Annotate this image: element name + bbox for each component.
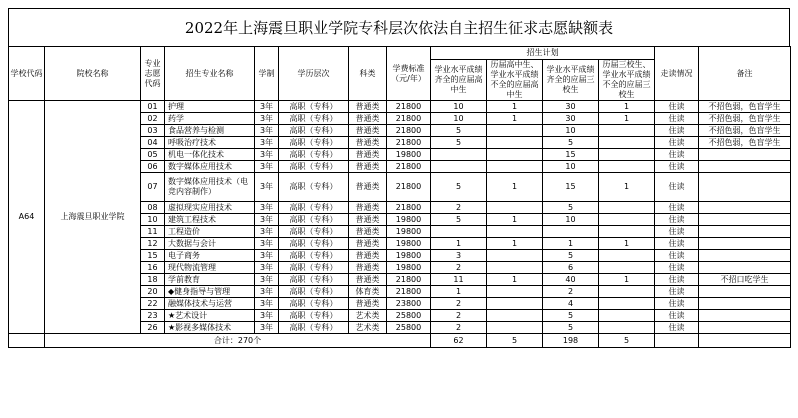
total-plan-1: 62 bbox=[431, 334, 487, 348]
total-row bbox=[9, 334, 791, 348]
remark-cell bbox=[699, 298, 791, 310]
level-cell: 高职（专科） bbox=[279, 149, 349, 161]
years-cell: 3年 bbox=[255, 226, 279, 238]
years-cell: 3年 bbox=[255, 202, 279, 214]
years-cell: 3年 bbox=[255, 173, 279, 202]
years-cell: 3年 bbox=[255, 274, 279, 286]
header-major-code: 专业志愿代码 bbox=[141, 47, 165, 101]
plan-1-cell: 10 bbox=[431, 101, 487, 113]
plan-4-cell bbox=[599, 161, 655, 173]
plan-4-cell bbox=[599, 250, 655, 262]
plan-4-cell: 1 bbox=[599, 101, 655, 113]
remark-cell bbox=[699, 226, 791, 238]
plan-2-cell: 1 bbox=[487, 101, 543, 113]
category-cell: 体育类 bbox=[349, 286, 387, 298]
header-plan-1: 学业水平成绩齐全的应届高中生 bbox=[431, 60, 487, 101]
category-cell: 艺术类 bbox=[349, 310, 387, 322]
major-name-cell: ◆健身指导与管理 bbox=[165, 286, 255, 298]
plan-3-cell: 10 bbox=[543, 214, 599, 226]
residence-cell: 住读 bbox=[655, 101, 699, 113]
major-code-cell: 18 bbox=[141, 274, 165, 286]
category-cell: 普通类 bbox=[349, 173, 387, 202]
header-residence: 走读情况 bbox=[655, 47, 699, 101]
remark-cell bbox=[699, 149, 791, 161]
plan-4-cell bbox=[599, 125, 655, 137]
years-cell: 3年 bbox=[255, 322, 279, 334]
tuition-cell: 23800 bbox=[387, 298, 431, 310]
remark-cell: 不招色弱，色盲学生 bbox=[699, 125, 791, 137]
tuition-cell: 21800 bbox=[387, 101, 431, 113]
tuition-cell: 19800 bbox=[387, 238, 431, 250]
category-cell: 普通类 bbox=[349, 149, 387, 161]
major-name-cell: 药学 bbox=[165, 113, 255, 125]
plan-1-cell: 10 bbox=[431, 113, 487, 125]
plan-2-cell bbox=[487, 125, 543, 137]
major-code-cell: 03 bbox=[141, 125, 165, 137]
category-cell: 普通类 bbox=[349, 214, 387, 226]
level-cell: 高职（专科） bbox=[279, 238, 349, 250]
plan-3-cell: 4 bbox=[543, 298, 599, 310]
years-cell: 3年 bbox=[255, 250, 279, 262]
total-plan-3: 198 bbox=[543, 334, 599, 348]
years-cell: 3年 bbox=[255, 310, 279, 322]
level-cell: 高职（专科） bbox=[279, 101, 349, 113]
header-plan-3: 学业水平成绩齐全的应届三校生 bbox=[543, 60, 599, 101]
level-cell: 高职（专科） bbox=[279, 262, 349, 274]
plan-1-cell: 2 bbox=[431, 202, 487, 214]
header-school-code: 学校代码 bbox=[9, 47, 45, 101]
major-code-cell: 26 bbox=[141, 322, 165, 334]
header-plan-4: 历届三校生、学业水平成绩不全的应届三校生 bbox=[599, 60, 655, 101]
header-category: 科类 bbox=[349, 47, 387, 101]
level-cell: 高职（专科） bbox=[279, 214, 349, 226]
total-label: 合计：270个 bbox=[45, 334, 431, 348]
tuition-cell: 21800 bbox=[387, 125, 431, 137]
remark-cell bbox=[699, 286, 791, 298]
level-cell: 高职（专科） bbox=[279, 322, 349, 334]
tuition-cell: 19800 bbox=[387, 149, 431, 161]
plan-4-cell bbox=[599, 286, 655, 298]
remark-cell bbox=[699, 161, 791, 173]
major-name-cell: 工程造价 bbox=[165, 226, 255, 238]
header-plan-2: 历届高中生、学业水平成绩不全的应届高中生 bbox=[487, 60, 543, 101]
plan-1-cell: 2 bbox=[431, 322, 487, 334]
years-cell: 3年 bbox=[255, 262, 279, 274]
level-cell: 高职（专科） bbox=[279, 274, 349, 286]
plan-3-cell: 10 bbox=[543, 125, 599, 137]
category-cell: 普通类 bbox=[349, 226, 387, 238]
major-code-cell: 22 bbox=[141, 298, 165, 310]
years-cell: 3年 bbox=[255, 149, 279, 161]
plan-3-cell: 15 bbox=[543, 173, 599, 202]
total-remark-blank bbox=[699, 334, 791, 348]
tuition-cell: 25800 bbox=[387, 322, 431, 334]
remark-cell bbox=[699, 262, 791, 274]
plan-2-cell bbox=[487, 137, 543, 149]
plan-4-cell: 1 bbox=[599, 113, 655, 125]
major-name-cell: 呼吸治疗技术 bbox=[165, 137, 255, 149]
years-cell: 3年 bbox=[255, 125, 279, 137]
category-cell: 普通类 bbox=[349, 113, 387, 125]
plan-1-cell: 2 bbox=[431, 310, 487, 322]
category-cell: 普通类 bbox=[349, 250, 387, 262]
remark-cell: 不招色弱，色盲学生 bbox=[699, 137, 791, 149]
major-code-cell: 04 bbox=[141, 137, 165, 149]
plan-4-cell: 1 bbox=[599, 274, 655, 286]
major-name-cell: 融媒体技术与运营 bbox=[165, 298, 255, 310]
header-school-name: 院校名称 bbox=[45, 47, 141, 101]
level-cell: 高职（专科） bbox=[279, 125, 349, 137]
residence-cell: 住读 bbox=[655, 137, 699, 149]
level-cell: 高职（专科） bbox=[279, 226, 349, 238]
residence-cell: 住读 bbox=[655, 149, 699, 161]
level-cell: 高职（专科） bbox=[279, 161, 349, 173]
plan-1-cell: 5 bbox=[431, 173, 487, 202]
level-cell: 高职（专科） bbox=[279, 202, 349, 214]
years-cell: 3年 bbox=[255, 161, 279, 173]
residence-cell: 住读 bbox=[655, 322, 699, 334]
plan-3-cell: 5 bbox=[543, 202, 599, 214]
remark-cell: 不招色弱，色盲学生 bbox=[699, 113, 791, 125]
plan-2-cell: 1 bbox=[487, 238, 543, 250]
remark-cell bbox=[699, 250, 791, 262]
plan-1-cell bbox=[431, 149, 487, 161]
major-name-cell: 机电一体化技术 bbox=[165, 149, 255, 161]
remark-cell bbox=[699, 202, 791, 214]
major-code-cell: 12 bbox=[141, 238, 165, 250]
plan-2-cell: 1 bbox=[487, 113, 543, 125]
tuition-cell: 21800 bbox=[387, 137, 431, 149]
major-name-cell: 电子商务 bbox=[165, 250, 255, 262]
plan-4-cell bbox=[599, 202, 655, 214]
major-code-cell: 20 bbox=[141, 286, 165, 298]
plan-3-cell: 30 bbox=[543, 101, 599, 113]
plan-3-cell: 2 bbox=[543, 286, 599, 298]
header-level: 学历层次 bbox=[279, 47, 349, 101]
plan-4-cell bbox=[599, 214, 655, 226]
major-code-cell: 01 bbox=[141, 101, 165, 113]
plan-1-cell bbox=[431, 161, 487, 173]
plan-4-cell bbox=[599, 262, 655, 274]
years-cell: 3年 bbox=[255, 214, 279, 226]
plan-3-cell: 30 bbox=[543, 113, 599, 125]
major-code-cell: 07 bbox=[141, 173, 165, 202]
tuition-cell: 19800 bbox=[387, 262, 431, 274]
remark-cell bbox=[699, 238, 791, 250]
category-cell: 普通类 bbox=[349, 298, 387, 310]
major-name-cell: 虚拟现实应用技术 bbox=[165, 202, 255, 214]
major-code-cell: 16 bbox=[141, 262, 165, 274]
remark-cell: 不招色弱，色盲学生 bbox=[699, 101, 791, 113]
major-code-cell: 06 bbox=[141, 161, 165, 173]
table-body bbox=[9, 101, 791, 348]
major-name-cell: 食品营养与检测 bbox=[165, 125, 255, 137]
header-major-name: 招生专业名称 bbox=[165, 47, 255, 101]
major-name-cell: 大数据与会计 bbox=[165, 238, 255, 250]
plan-2-cell bbox=[487, 202, 543, 214]
tuition-cell: 19800 bbox=[387, 226, 431, 238]
residence-cell: 住读 bbox=[655, 202, 699, 214]
years-cell: 3年 bbox=[255, 238, 279, 250]
plan-3-cell: 5 bbox=[543, 137, 599, 149]
level-cell: 高职（专科） bbox=[279, 310, 349, 322]
major-code-cell: 08 bbox=[141, 202, 165, 214]
tuition-cell: 19800 bbox=[387, 250, 431, 262]
plan-2-cell bbox=[487, 149, 543, 161]
major-code-cell: 23 bbox=[141, 310, 165, 322]
residence-cell: 住读 bbox=[655, 262, 699, 274]
major-name-cell: ★影视多媒体技术 bbox=[165, 322, 255, 334]
plan-3-cell: 5 bbox=[543, 250, 599, 262]
tuition-cell: 21800 bbox=[387, 173, 431, 202]
remark-cell bbox=[699, 214, 791, 226]
remark-cell: 不招口吃学生 bbox=[699, 274, 791, 286]
major-name-cell: 数字媒体应用技术 bbox=[165, 161, 255, 173]
years-cell: 3年 bbox=[255, 113, 279, 125]
level-cell: 高职（专科） bbox=[279, 250, 349, 262]
plan-3-cell: 10 bbox=[543, 161, 599, 173]
header-years: 学制 bbox=[255, 47, 279, 101]
quota-table bbox=[8, 46, 791, 348]
plan-2-cell bbox=[487, 161, 543, 173]
header-plan-group: 招生计划 bbox=[431, 47, 655, 60]
category-cell: 普通类 bbox=[349, 161, 387, 173]
level-cell: 高职（专科） bbox=[279, 113, 349, 125]
plan-2-cell bbox=[487, 226, 543, 238]
plan-1-cell: 2 bbox=[431, 262, 487, 274]
tuition-cell: 21800 bbox=[387, 202, 431, 214]
residence-cell: 住读 bbox=[655, 113, 699, 125]
tuition-cell: 21800 bbox=[387, 113, 431, 125]
level-cell: 高职（专科） bbox=[279, 173, 349, 202]
remark-cell bbox=[699, 310, 791, 322]
major-name-cell: 学前教育 bbox=[165, 274, 255, 286]
major-name-cell: 护理 bbox=[165, 101, 255, 113]
plan-2-cell bbox=[487, 286, 543, 298]
years-cell: 3年 bbox=[255, 298, 279, 310]
page-title: 2022年上海震旦职业学院专科层次依法自主招生征求志愿缺额表 bbox=[8, 8, 790, 46]
plan-1-cell: 5 bbox=[431, 137, 487, 149]
level-cell: 高职（专科） bbox=[279, 298, 349, 310]
tuition-cell: 21800 bbox=[387, 161, 431, 173]
plan-4-cell: 1 bbox=[599, 238, 655, 250]
residence-cell: 住读 bbox=[655, 298, 699, 310]
major-code-cell: 10 bbox=[141, 214, 165, 226]
category-cell: 普通类 bbox=[349, 101, 387, 113]
tuition-cell: 21800 bbox=[387, 274, 431, 286]
residence-cell: 住读 bbox=[655, 286, 699, 298]
tuition-cell: 21800 bbox=[387, 286, 431, 298]
plan-3-cell: 15 bbox=[543, 149, 599, 161]
plan-2-cell: 1 bbox=[487, 274, 543, 286]
major-code-cell: 15 bbox=[141, 250, 165, 262]
plan-2-cell: 1 bbox=[487, 214, 543, 226]
plan-1-cell: 5 bbox=[431, 125, 487, 137]
residence-cell: 住读 bbox=[655, 125, 699, 137]
plan-2-cell bbox=[487, 310, 543, 322]
total-plan-4: 5 bbox=[599, 334, 655, 348]
plan-2-cell bbox=[487, 322, 543, 334]
total-plan-2: 5 bbox=[487, 334, 543, 348]
major-name-cell: 数字媒体应用技术（电竞内容制作） bbox=[165, 173, 255, 202]
school-code-cell: A64 bbox=[9, 101, 45, 334]
remark-cell bbox=[699, 173, 791, 202]
plan-2-cell bbox=[487, 298, 543, 310]
plan-4-cell bbox=[599, 149, 655, 161]
plan-1-cell: 5 bbox=[431, 214, 487, 226]
residence-cell: 住读 bbox=[655, 173, 699, 202]
plan-1-cell: 1 bbox=[431, 238, 487, 250]
residence-cell: 住读 bbox=[655, 161, 699, 173]
plan-4-cell: 1 bbox=[599, 173, 655, 202]
level-cell: 高职（专科） bbox=[279, 286, 349, 298]
category-cell: 普通类 bbox=[349, 202, 387, 214]
plan-4-cell bbox=[599, 226, 655, 238]
years-cell: 3年 bbox=[255, 137, 279, 149]
header-remarks: 备注 bbox=[699, 47, 791, 101]
total-residence-blank bbox=[655, 334, 699, 348]
plan-4-cell bbox=[599, 137, 655, 149]
plan-2-cell: 1 bbox=[487, 173, 543, 202]
level-cell: 高职（专科） bbox=[279, 137, 349, 149]
plan-3-cell: 5 bbox=[543, 310, 599, 322]
years-cell: 3年 bbox=[255, 286, 279, 298]
tuition-cell: 19800 bbox=[387, 214, 431, 226]
total-blank-cell bbox=[9, 334, 45, 348]
plan-1-cell: 1 bbox=[431, 286, 487, 298]
plan-3-cell: 1 bbox=[543, 238, 599, 250]
residence-cell: 住读 bbox=[655, 226, 699, 238]
plan-2-cell bbox=[487, 262, 543, 274]
residence-cell: 住读 bbox=[655, 250, 699, 262]
plan-1-cell: 11 bbox=[431, 274, 487, 286]
category-cell: 普通类 bbox=[349, 137, 387, 149]
plan-3-cell: 5 bbox=[543, 322, 599, 334]
table-row bbox=[9, 101, 791, 113]
category-cell: 普通类 bbox=[349, 262, 387, 274]
tuition-cell: 25800 bbox=[387, 310, 431, 322]
residence-cell: 住读 bbox=[655, 274, 699, 286]
major-name-cell: ★艺术设计 bbox=[165, 310, 255, 322]
plan-4-cell bbox=[599, 298, 655, 310]
major-code-cell: 02 bbox=[141, 113, 165, 125]
plan-4-cell bbox=[599, 310, 655, 322]
school-name-cell: 上海震旦职业学院 bbox=[45, 101, 141, 334]
header-tuition: 学费标准（元/年） bbox=[387, 47, 431, 101]
plan-4-cell bbox=[599, 322, 655, 334]
major-code-cell: 05 bbox=[141, 149, 165, 161]
plan-3-cell: 40 bbox=[543, 274, 599, 286]
plan-1-cell: 2 bbox=[431, 298, 487, 310]
plan-2-cell bbox=[487, 250, 543, 262]
residence-cell: 住读 bbox=[655, 310, 699, 322]
plan-1-cell: 3 bbox=[431, 250, 487, 262]
remark-cell bbox=[699, 322, 791, 334]
major-code-cell: 11 bbox=[141, 226, 165, 238]
category-cell: 普通类 bbox=[349, 238, 387, 250]
category-cell: 普通类 bbox=[349, 274, 387, 286]
residence-cell: 住读 bbox=[655, 238, 699, 250]
category-cell: 艺术类 bbox=[349, 322, 387, 334]
plan-3-cell: 6 bbox=[543, 262, 599, 274]
plan-1-cell bbox=[431, 226, 487, 238]
years-cell: 3年 bbox=[255, 101, 279, 113]
major-name-cell: 现代物流管理 bbox=[165, 262, 255, 274]
residence-cell: 住读 bbox=[655, 214, 699, 226]
major-name-cell: 建筑工程技术 bbox=[165, 214, 255, 226]
category-cell: 普通类 bbox=[349, 125, 387, 137]
plan-3-cell bbox=[543, 226, 599, 238]
